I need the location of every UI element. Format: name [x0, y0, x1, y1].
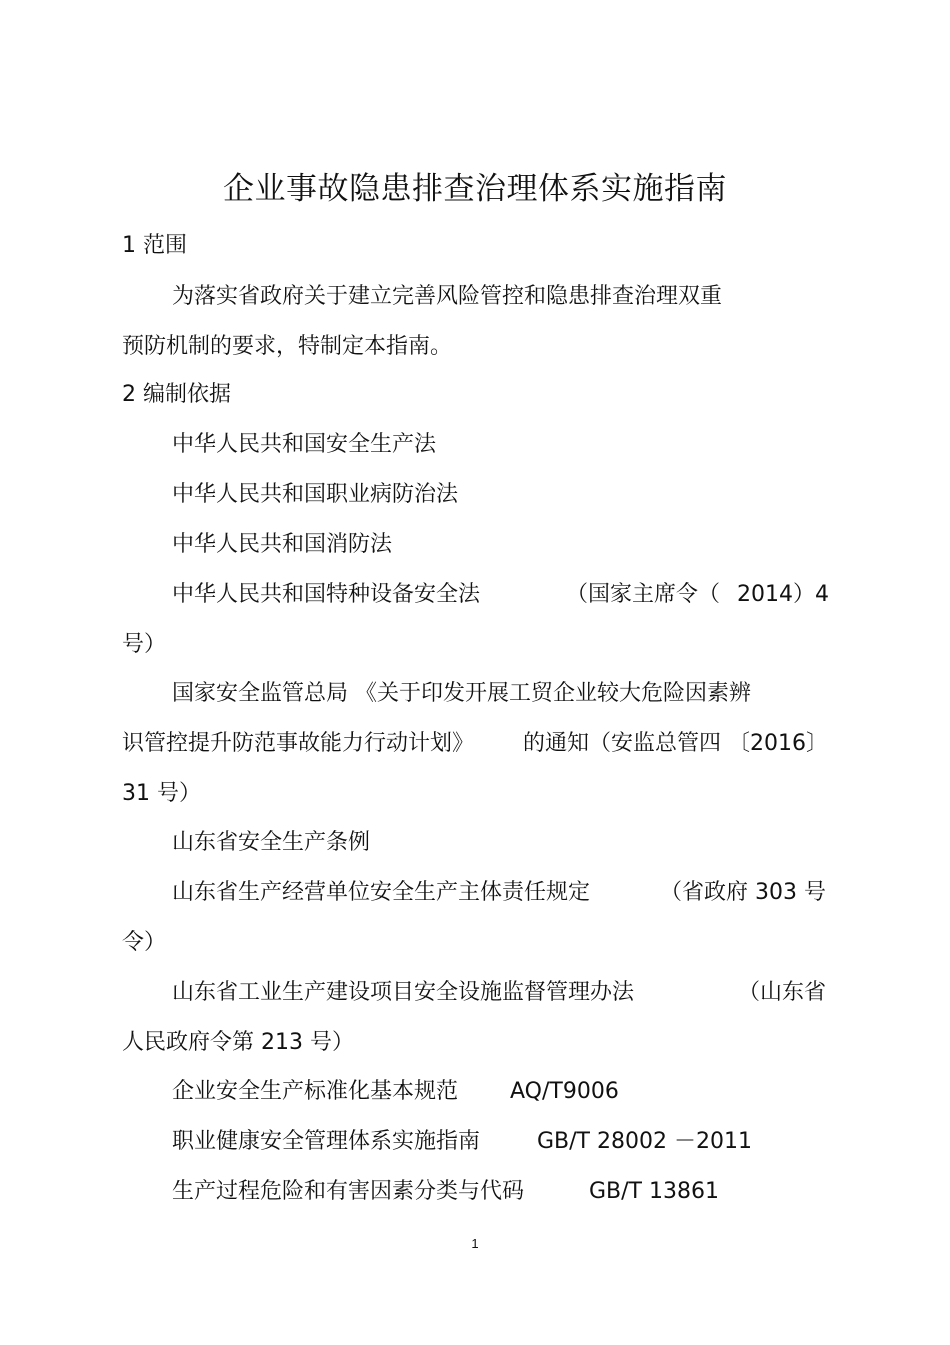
reference-code: AQ/T9006 [510, 1079, 619, 1104]
reference-item: 中华人民共和国特种设备安全法 [172, 582, 481, 607]
reference-note: （国家主席令（ [566, 582, 721, 607]
section-1-heading: 1 范围 [122, 233, 187, 258]
reference-note: （省政府 303 号 [660, 880, 826, 905]
reference-item: 山东省生产经营单位安全生产主体责任规定 [172, 880, 591, 905]
section-1-paragraph-line-1: 为落实省政府关于建立完善风险管控和隐患排查治理双重 [172, 284, 723, 309]
reference-item: 国家安全监管总局 《关于印发开展工贸企业较大危险因素辨 [172, 681, 751, 706]
reference-note: （山东省 [738, 980, 827, 1005]
reference-code: GB/T 13861 [589, 1179, 719, 1204]
reference-note: 2014）4 [737, 582, 829, 607]
reference-item: 职业健康安全管理体系实施指南 [172, 1129, 481, 1154]
reference-item: 企业安全生产标准化基本规范 [172, 1079, 459, 1104]
section-2-heading: 2 编制依据 [122, 382, 231, 407]
reference-item: 中华人民共和国安全生产法 [172, 432, 437, 457]
reference-item-line-2: 识管控提升防范事故能力行动计划》 [122, 731, 475, 756]
document-title: 企业事故隐患排查治理体系实施指南 [223, 171, 727, 207]
page-number: 1 [471, 1236, 479, 1251]
reference-item: 山东省安全生产条例 [172, 830, 371, 855]
reference-note: 的通知（安监总管四 〔2016〕 [523, 731, 828, 756]
reference-item: 山东省工业生产建设项目安全设施监督管理办法 [172, 980, 635, 1005]
reference-continuation: 31 号） [122, 781, 201, 806]
reference-code: GB/T 28002 －2011 [537, 1129, 752, 1154]
section-1-paragraph-line-2: 预防机制的要求，特制定本指南。 [122, 334, 453, 359]
reference-continuation: 号） [122, 632, 167, 657]
reference-item: 生产过程危险和有害因素分类与代码 [172, 1179, 525, 1204]
reference-continuation: 人民政府令第 213 号） [122, 1030, 354, 1055]
reference-item: 中华人民共和国职业病防治法 [172, 482, 459, 507]
reference-continuation: 令） [122, 930, 167, 955]
reference-item: 中华人民共和国消防法 [172, 532, 393, 557]
